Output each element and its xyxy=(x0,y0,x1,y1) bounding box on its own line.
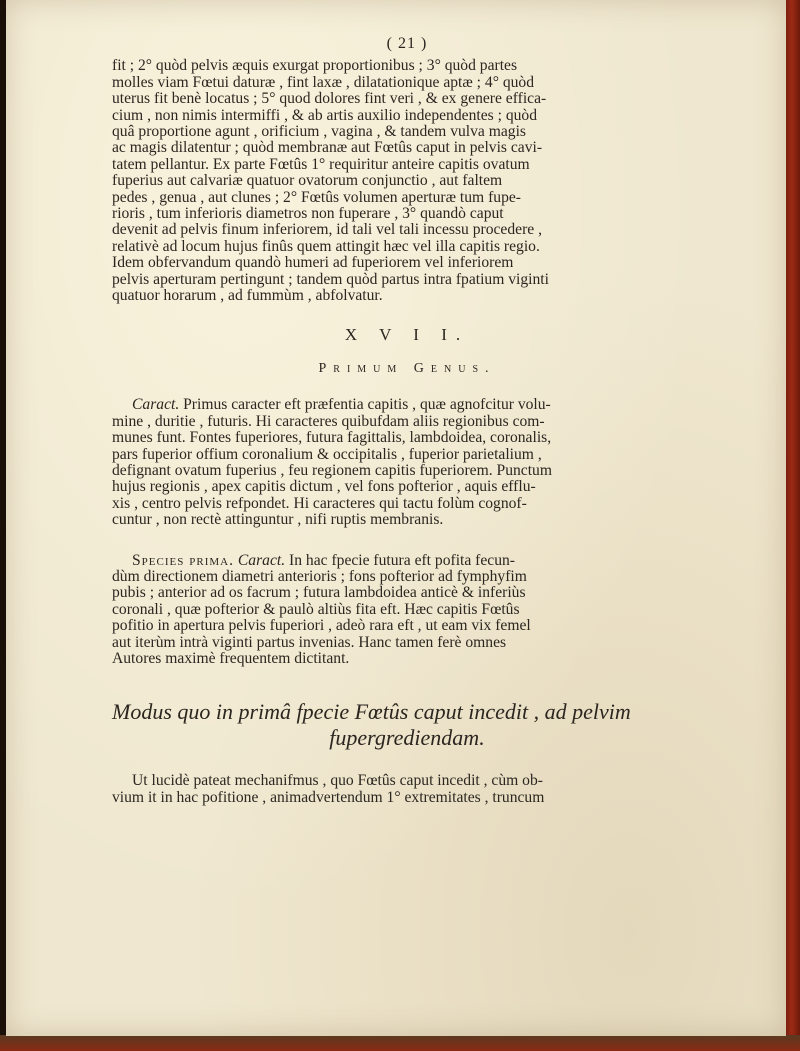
text-line: pelvis aperturam pertingunt ; tandem quòd partus intra fpatium viginti xyxy=(112,270,549,288)
intro-paragraph xyxy=(112,58,702,304)
text-line: vium it in hac pofitione , animadvertendum 1° extremitates , truncum xyxy=(112,788,545,806)
caract-label: Caract. xyxy=(132,396,180,414)
page-number: ( 21 ) xyxy=(386,35,428,52)
modus-heading-line1: Modus quo in primâ fpecie Fœtûs caput incedit , ad pelvim xyxy=(112,699,631,725)
text-line: coronali , quæ pofterior & paulò altiùs fita eft. Hæc capitis Fœtûs xyxy=(112,600,520,618)
text-line: molles viam Fœtui daturæ , fint laxæ , dilatationique aptæ ; 4° quòd xyxy=(112,73,535,91)
page-text xyxy=(112,36,702,806)
text-line xyxy=(112,397,702,413)
text-line: pedes , genua , aut clunes ; 2° Fœtûs volumen aperturæ tum fupe- xyxy=(112,188,521,206)
text-line: uterus fit benè locatus ; 5° quod dolores fint veri , & ex genere effica- xyxy=(112,90,547,108)
text-line: xis , centro pelvis refpondet. Hi caracteres qui tactu folùm cognof- xyxy=(112,494,527,512)
text-line: pars fuperior offium coronalium & occipitalis , fuperior parietalium , xyxy=(112,445,542,463)
text-line: quâ proportione agunt , orificium , vagina , & tandem vulva magis xyxy=(112,123,527,141)
text-line: cium , non nimis intermiffi , & ab artis auxilio independentes ; quòd xyxy=(112,106,538,124)
text-line xyxy=(112,553,702,569)
book-bottom-edge xyxy=(0,1035,800,1051)
book-page xyxy=(6,0,786,1036)
text-line: pubis ; anterior ad os facrum ; futura lambdoidea anticè & inferiùs xyxy=(112,584,526,602)
text-line: defignant ovatum fuperius , feu regionem capitis fuperiorem. Punctum xyxy=(112,461,552,479)
text-line: quatuor horarum , ad fummùm , abfolvatur. xyxy=(112,287,383,305)
text-line: dùm directionem diametri anterioris ; fons pofterior ad fymphyfim xyxy=(112,567,527,585)
spacer xyxy=(112,529,702,553)
text-line: rioris , tum inferioris diametros non fuperare , 3° quandò caput xyxy=(112,205,504,223)
text-line: Ut lucidè pateat mechanifmus , quo Fœtûs caput incedit , cùm ob- xyxy=(132,772,543,790)
text-line: relativè ad locum hujus finûs quem attingit hæc vel illa capitis regio. xyxy=(112,237,540,255)
modus-heading-line2: fupergrediendam. xyxy=(329,725,485,751)
text-line: aut iterùm intrà viginti partus invenias. Hanc tamen ferè omnes xyxy=(112,633,507,651)
text-span: In hac fpecie futura eft pofita fecun- xyxy=(285,551,516,569)
text-line: Idem obfervandum quandò humeri ad fuperiorem vel inferiorem xyxy=(112,254,514,272)
text-line: hujus regionis , apex capitis dictum , vel fons pofterior , aquis efflu- xyxy=(112,478,536,496)
text-line: fuperius aut calvariæ quatuor ovatorum conjunctio , aut faltem xyxy=(112,172,503,190)
species-label: Species prima. xyxy=(132,551,234,569)
closing-paragraph xyxy=(112,773,702,806)
section-number: X V I I. xyxy=(344,324,470,344)
text-line: cuntur , non rectè attinguntur , nifi ruptis membranis. xyxy=(112,511,444,529)
text-line: pofitio in apertura pelvis fuperiori , adeò rara eft , ut eam vix femel xyxy=(112,617,531,635)
species-paragraph xyxy=(112,553,702,668)
caract-paragraph xyxy=(112,397,702,528)
text-line: mine , duritie , futuris. Hi caracteres quibufdam aliis regionibus com- xyxy=(112,412,545,430)
text-line: fit ; 2° quòd pelvis æquis exurgat proportionibus ; 3° quòd partes xyxy=(112,57,518,75)
book-cover-edge xyxy=(786,0,800,1051)
text-line: ac magis dilatentur ; quòd membranæ aut Fœtûs caput in pelvis cavi- xyxy=(112,139,543,157)
section-title: Primum Genus. xyxy=(318,360,496,376)
text-line: Autores maximè frequentem dictitant. xyxy=(112,650,350,667)
species-caract-label: Caract. xyxy=(237,551,286,569)
text-span: Primus caracter eft præfentia capitis , quæ agnofcitur volu- xyxy=(179,396,551,414)
spacer xyxy=(112,667,702,691)
text-line: devenit ad pelvis finum inferiorem, id tali vel tali incessu procedere , xyxy=(112,221,542,239)
text-line: tatem pellantur. Ex parte Fœtûs 1° requiritur anteire capitis ovatum xyxy=(112,155,530,173)
modus-heading xyxy=(112,699,702,751)
text-line: munes funt. Fontes fuperiores, futura fagittalis, lambdoidea, coronalis, xyxy=(112,429,552,447)
